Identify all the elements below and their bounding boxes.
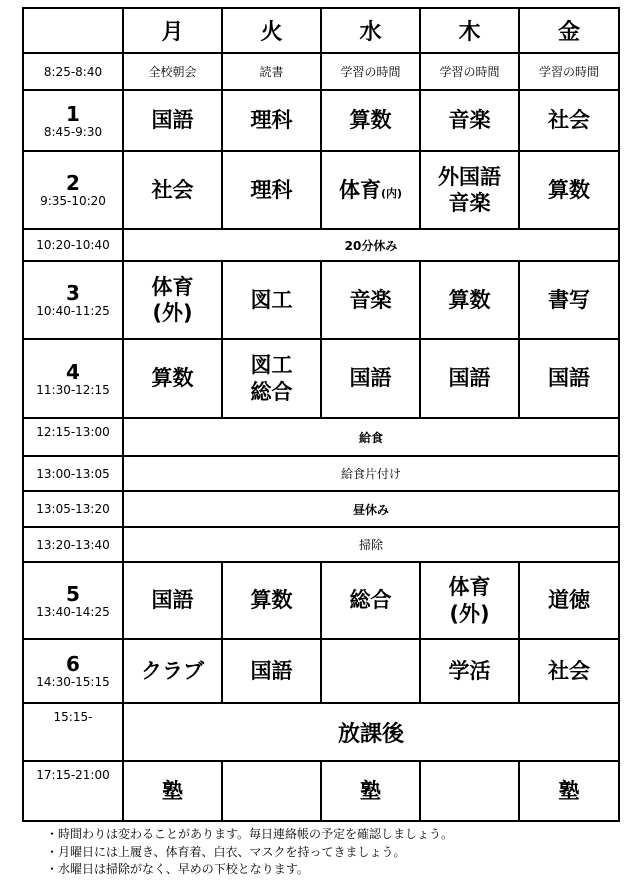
subject-line-1: 図工 bbox=[250, 353, 293, 378]
time-cell: 15:15- bbox=[23, 703, 123, 761]
day-tue: 火 bbox=[222, 8, 321, 53]
day-wed: 水 bbox=[321, 8, 420, 53]
period-number: 2 bbox=[66, 171, 80, 195]
period-row bbox=[23, 639, 619, 703]
subject-note: (内) bbox=[380, 186, 403, 200]
corner-cell bbox=[23, 8, 123, 53]
subject-fri: 社会 bbox=[519, 639, 619, 703]
period-time: 10:40-11:25 bbox=[36, 304, 110, 318]
subject-fri: 書写 bbox=[519, 261, 619, 339]
break-row-after-school bbox=[23, 703, 619, 761]
subject-wed bbox=[321, 151, 420, 229]
time-cell: 13:20-13:40 bbox=[23, 527, 123, 562]
break-label: 給食 bbox=[123, 418, 619, 456]
period-row bbox=[23, 339, 619, 418]
period-cell bbox=[23, 562, 123, 639]
morning-thu: 学習の時間 bbox=[420, 53, 519, 90]
subject-mon: 国語 bbox=[123, 90, 222, 151]
subject-fri: 算数 bbox=[519, 151, 619, 229]
break-label: 掃除 bbox=[123, 527, 619, 562]
subject-thu: 国語 bbox=[420, 339, 519, 418]
period-time: 9:35-10:20 bbox=[40, 194, 106, 208]
period-number: 1 bbox=[66, 101, 80, 126]
period-cell bbox=[23, 639, 123, 703]
break-row-cleaning bbox=[23, 527, 619, 562]
juku-thu bbox=[420, 761, 519, 821]
period-time: 14:30-15:15 bbox=[36, 675, 110, 689]
subject-fri: 国語 bbox=[519, 339, 619, 418]
notes bbox=[46, 826, 453, 879]
subject-line-1: 外国語 bbox=[438, 164, 501, 189]
period-number: 4 bbox=[66, 359, 80, 384]
period-row bbox=[23, 261, 619, 339]
period-number: 3 bbox=[66, 281, 80, 305]
subject-tue: 理科 bbox=[222, 151, 321, 229]
break-label: 昼休み bbox=[123, 491, 619, 527]
period-cell bbox=[23, 90, 123, 151]
subject-thu bbox=[420, 151, 519, 229]
period-cell bbox=[23, 151, 123, 229]
subject-tue: 国語 bbox=[222, 639, 321, 703]
subject-mon bbox=[123, 261, 222, 339]
period-time: 11:30-12:15 bbox=[36, 382, 110, 397]
break-label: 給食片付け bbox=[123, 456, 619, 491]
juku-wed: 塾 bbox=[321, 761, 420, 821]
subject-tue bbox=[222, 339, 321, 418]
period-time: 8:45-9:30 bbox=[43, 124, 103, 139]
period-cell bbox=[23, 339, 123, 418]
subject-tue: 算数 bbox=[222, 562, 321, 639]
timetable bbox=[22, 7, 620, 822]
break-label: 放課後 bbox=[123, 703, 619, 761]
morning-mon: 全校朝会 bbox=[123, 53, 222, 90]
subject-line-1: 体育 bbox=[448, 575, 491, 600]
break-row-lunch bbox=[23, 418, 619, 456]
juku-tue bbox=[222, 761, 321, 821]
subject-wed: 算数 bbox=[321, 90, 420, 151]
time-cell: 13:05-13:20 bbox=[23, 491, 123, 527]
subject-line-2: (外) bbox=[449, 601, 490, 626]
juku-row bbox=[23, 761, 619, 821]
subject-thu: 算数 bbox=[420, 261, 519, 339]
period-row bbox=[23, 151, 619, 229]
break-row-cleanup bbox=[23, 456, 619, 491]
note-line: ・時間わりは変わることがあります。毎日連絡帳の予定を確認しましょう。 bbox=[46, 827, 454, 841]
juku-mon: 塾 bbox=[123, 761, 222, 821]
subject-wed: 音楽 bbox=[321, 261, 420, 339]
period-time: 13:40-14:25 bbox=[36, 604, 110, 619]
note-line: ・水曜日は掃除がなく、早めの下校となります。 bbox=[46, 862, 309, 876]
header-row bbox=[23, 8, 619, 53]
subject-tue: 理科 bbox=[222, 90, 321, 151]
day-thu: 木 bbox=[420, 8, 519, 53]
subject-mon: 国語 bbox=[123, 562, 222, 639]
juku-fri: 塾 bbox=[519, 761, 619, 821]
subject-wed: 総合 bbox=[321, 562, 420, 639]
subject-mon: クラブ bbox=[123, 639, 222, 703]
morning-wed: 学習の時間 bbox=[321, 53, 420, 90]
day-mon: 月 bbox=[123, 8, 222, 53]
subject-line-1: 体育 bbox=[151, 274, 194, 299]
subject-line-2: 音楽 bbox=[448, 191, 491, 215]
subject-fri: 社会 bbox=[519, 90, 619, 151]
subject-thu: 音楽 bbox=[420, 90, 519, 151]
subject-mon: 算数 bbox=[123, 339, 222, 418]
day-fri: 金 bbox=[519, 8, 619, 53]
subject-mon: 社会 bbox=[123, 151, 222, 229]
note-line: ・月曜日には上履き、体育着、白衣、マスクを持ってきましょう。 bbox=[46, 844, 406, 859]
morning-tue: 読書 bbox=[222, 53, 321, 90]
subject-wed: 国語 bbox=[321, 339, 420, 418]
subject-thu bbox=[420, 562, 519, 639]
subject-thu: 学活 bbox=[420, 639, 519, 703]
period-row bbox=[23, 562, 619, 639]
time-cell: 8:25-8:40 bbox=[23, 53, 123, 90]
period-number: 5 bbox=[66, 581, 80, 606]
break-row-lunch-break bbox=[23, 491, 619, 527]
time-cell: 10:20-10:40 bbox=[23, 229, 123, 261]
subject-line-2: 総合 bbox=[250, 379, 293, 404]
subject-wed bbox=[321, 639, 420, 703]
time-cell: 17:15-21:00 bbox=[23, 761, 123, 821]
period-number: 6 bbox=[66, 652, 80, 676]
time-cell: 13:00-13:05 bbox=[23, 456, 123, 491]
break-label: 20分休み bbox=[123, 229, 619, 261]
morning-row bbox=[23, 53, 619, 90]
subject-label: 体育 bbox=[338, 177, 381, 202]
subject-fri: 道徳 bbox=[519, 562, 619, 639]
period-cell bbox=[23, 261, 123, 339]
morning-fri: 学習の時間 bbox=[519, 53, 619, 90]
break-row-recess bbox=[23, 229, 619, 261]
subject-tue: 図工 bbox=[222, 261, 321, 339]
subject-line-2: (外) bbox=[152, 301, 193, 325]
period-row bbox=[23, 90, 619, 151]
time-cell: 12:15-13:00 bbox=[23, 418, 123, 456]
